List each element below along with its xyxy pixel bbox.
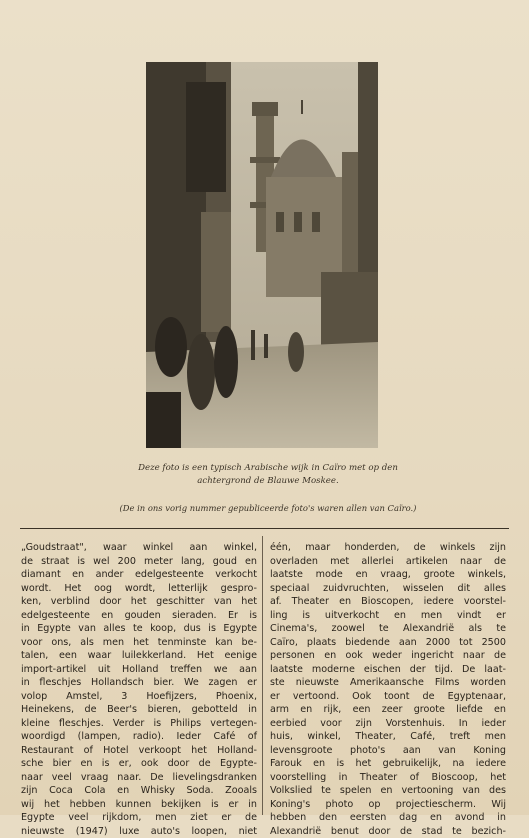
text-line: af. Theater en Bioscopen, iedere voorstel- — [270, 595, 506, 609]
photo-note: (De in ons vorig nummer gepubliceerde foto's waren allen van Caïro.) — [93, 502, 443, 514]
text-line: speciaal zuidvruchten, wisselen dit alles — [270, 582, 506, 596]
text-line: Volkslied te spelen en vertooning van des — [270, 784, 506, 798]
column-divider — [262, 536, 263, 815]
text-line: voor ons, als men het tenminste kan be- — [21, 636, 257, 650]
text-line: talen, een waar luilekkerland. Het eenige — [21, 649, 257, 663]
text-line: wordt. Het oog wordt, letterlijk gespro- — [21, 582, 257, 596]
text-line: Restaurant of Hotel verkoopt het Holland- — [21, 744, 257, 758]
text-line: de straat is wel 200 meter lang, goud en — [21, 555, 257, 569]
text-line: nieuwste (1947) luxe auto's loopen, niet — [21, 825, 257, 838]
text-line: huis, winkel, Theater, Café, treft men — [270, 730, 506, 744]
text-line: edelgesteente en gouden sieraden. Er is — [21, 609, 257, 623]
article-column-left — [21, 541, 257, 838]
text-line: sche bier en is er, ook door de Egypte- — [21, 757, 257, 771]
text-line: personen en ook weder ingericht naar de — [270, 649, 506, 663]
text-line: Heinekens, de Beer's bieren, gebotteld in — [21, 703, 257, 717]
text-line: zijn Coca Cola en Whisky Soda. Zooals — [21, 784, 257, 798]
text-line: Cinema's, zoowel te Alexandrië als te — [270, 622, 506, 636]
text-line: overladen met allerlei artikelen naar de — [270, 555, 506, 569]
text-line: diamant en ander edelgesteente verkocht — [21, 568, 257, 582]
photo-caption — [108, 462, 428, 488]
text-line: laatste mode en vraag, groote winkels, — [270, 568, 506, 582]
text-line: arm en rijk, een zeer groote liefde en — [270, 703, 506, 717]
text-line: kleine fleschjes. Verder is Philips vertegen- — [21, 717, 257, 731]
text-line: levensgroote photo's aan van Koning — [270, 744, 506, 758]
text-line: ling is uitverkocht en men vindt er — [270, 609, 506, 623]
text-line: er vertoond. Ook toont de Egyptenaar, — [270, 690, 506, 704]
text-line: „Goudstraat", waar winkel aan winkel, — [21, 541, 257, 555]
text-line: eerbied voor zijn Vorstenhuis. In ieder — [270, 717, 506, 731]
section-divider — [20, 528, 509, 529]
text-line: woordigd (lampen, radio). Ieder Café of — [21, 730, 257, 744]
caption-line: achtergrond de Blauwe Moskee. — [108, 475, 428, 488]
text-line: voorstelling in Theater of Bioscoop, het — [270, 771, 506, 785]
article-column-right — [270, 541, 506, 838]
text-line: laatste moderne eischen der tijd. De laat- — [270, 663, 506, 677]
text-line: ken, verblind door het geschitter van het — [21, 595, 257, 609]
text-line: in fleschjes Hollandsch bier. We zagen er — [21, 676, 257, 690]
caption-line: Deze foto is een typisch Arabische wijk in Caïro met op den — [108, 462, 428, 475]
cairo-street-illustration — [146, 62, 378, 448]
text-line: Egypte veel rijkdom, men ziet er de — [21, 811, 257, 825]
text-line: Koning's photo op projectiescherm. Wij — [270, 798, 506, 812]
text-line: wij het hebben kunnen bekijken is er in — [21, 798, 257, 812]
text-line: volop Amstel, 3 Hoefijzers, Phoenix, — [21, 690, 257, 704]
text-line: Caïro, plaats biedende aan 2000 tot 2500 — [270, 636, 506, 650]
text-line: ste nieuwste Amerikaansche Films worden — [270, 676, 506, 690]
text-line: hebben den eersten dag en avond in — [270, 811, 506, 825]
text-line: één, maar honderden, de winkels zijn — [270, 541, 506, 555]
text-line: import-artikel uit Holland treffen we aan — [21, 663, 257, 677]
text-line: in Egypte van alles te koop, dus is Egypte — [21, 622, 257, 636]
text-line: Farouk en is het gebruikelijk, na iedere — [270, 757, 506, 771]
text-line: Alexandrië benut door de stad te bezich- — [270, 825, 506, 838]
street-photo — [146, 62, 378, 448]
text-line: naar veel vraag naar. De lievelingsdranken — [21, 771, 257, 785]
